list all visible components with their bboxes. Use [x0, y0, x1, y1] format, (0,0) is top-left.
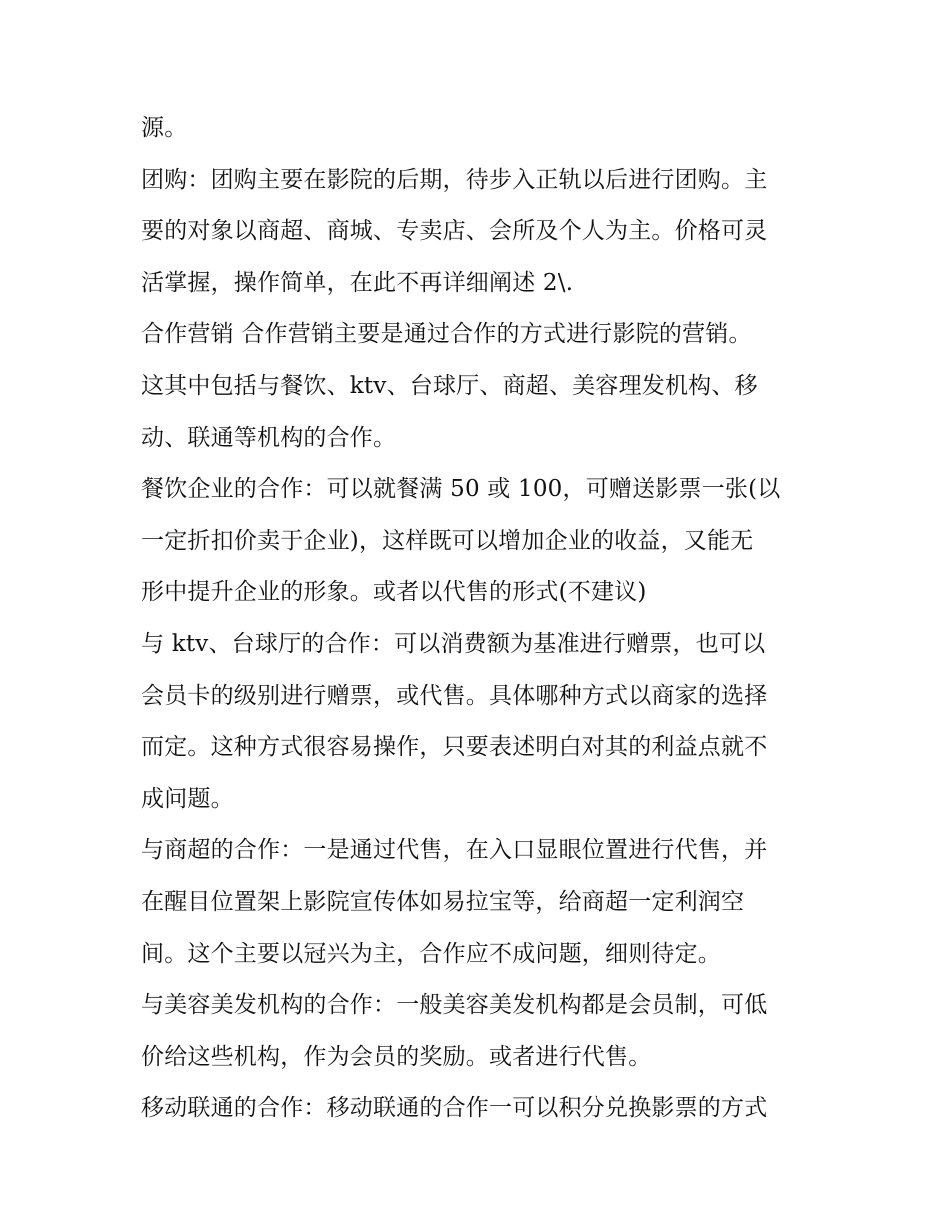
document-body	[141, 103, 821, 1135]
text-line: 源。	[141, 115, 188, 141]
text-line: 团购：团购主要在影院的后期，待步入正轨以后进行团购。主	[141, 166, 768, 193]
text-line: 价给这些机构，作为会员的奖励。或者进行代售。	[141, 1043, 652, 1070]
text-line: 成问题。	[141, 785, 234, 812]
text-line: 移动联通的合作：移动联通的合作一可以积分兑换影票的方式	[141, 1095, 768, 1122]
text-line: 形中提升企业的形象。或者以代售的形式(不建议)	[141, 579, 647, 606]
text-line: 而定。这种方式很容易操作，只要表述明白对其的利益点就不	[141, 734, 768, 761]
text-line: 与美容美发机构的合作：一般美容美发机构都是会员制，可低	[141, 992, 768, 1019]
text-line: 间。这个主要以冠兴为主，合作应不成问题，细则待定。	[141, 940, 721, 967]
text-line: 这其中包括与餐饮、ktv、台球厅、商超、美容理发机构、移	[141, 372, 758, 399]
text-line: 与 ktv、台球厅的合作：可以消费额为基准进行赠票，也可以	[141, 630, 766, 657]
text-line: 与商超的合作：一是通过代售，在入口显眼位置进行代售，并	[141, 837, 768, 864]
text-line: 动、联通等机构的合作。	[141, 424, 397, 451]
text-line: 会员卡的级别进行赠票，或代售。具体哪种方式以商家的选择	[141, 682, 768, 709]
text-line: 在醒目位置架上影院宣传体如易拉宝等，给商超一定利润空	[141, 888, 745, 915]
text-line: 餐饮企业的合作：可以就餐满 50 或 100，可赠送影票一张(以	[141, 476, 781, 503]
text-line: 合作营销 合作营销主要是通过合作的方式进行影院的营销。	[141, 321, 752, 348]
text-line: 活掌握，操作简单，在此不再详细阐述 2\.	[141, 269, 574, 296]
text-line: 一定折扣价卖于企业)，这样既可以增加企业的收益，又能无	[141, 527, 754, 554]
text-line: 要的对象以商超、商城、专卖店、会所及个人为主。价格可灵	[141, 218, 768, 245]
